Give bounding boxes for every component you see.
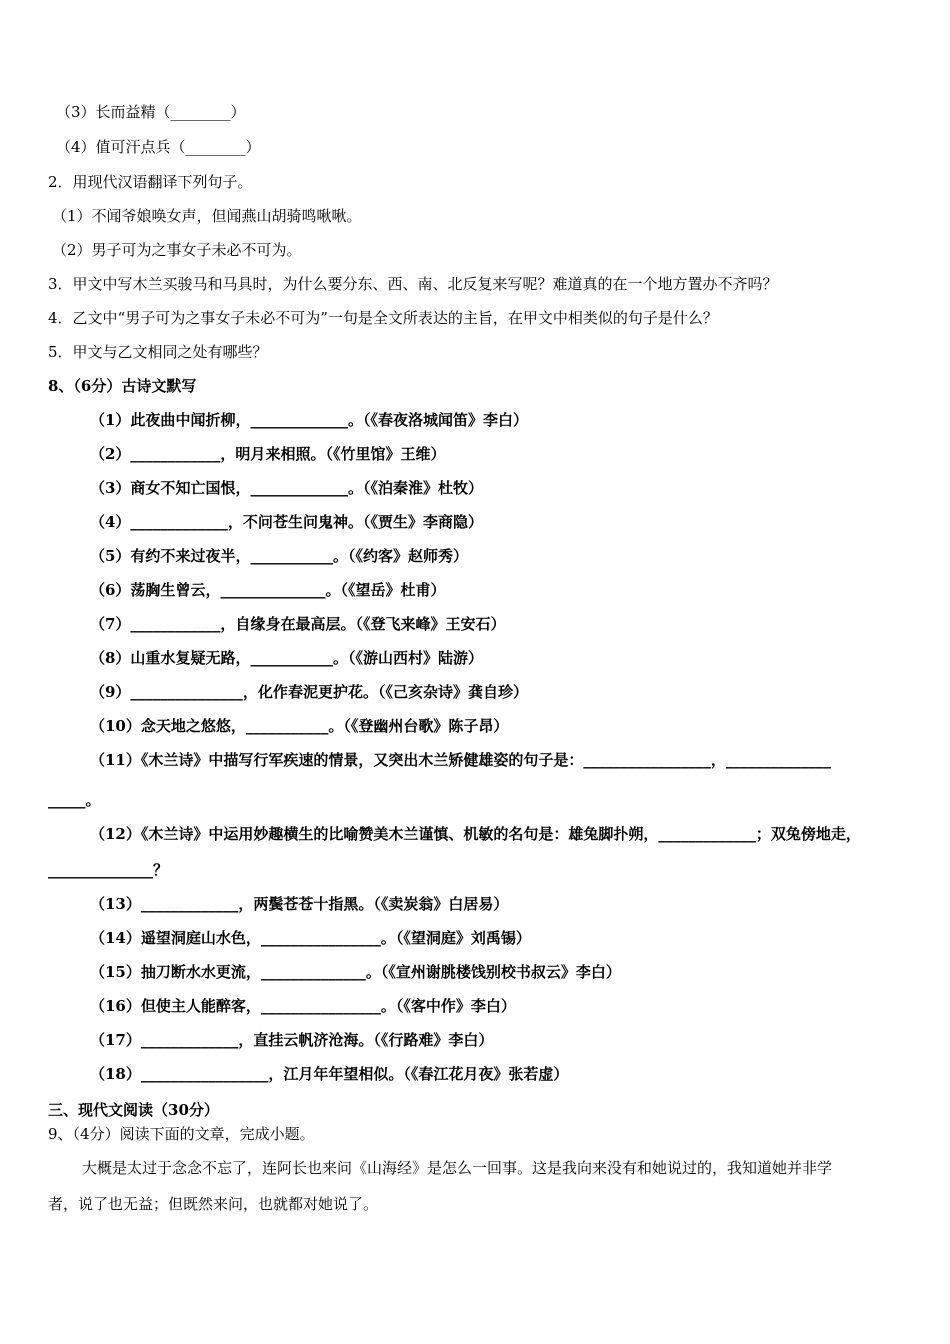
question-item: 4．乙文中“男子可为之事女子未必不可为”一句是全文所表达的主旨，在甲文中相类似的句子是什么？ — [48, 309, 718, 327]
question-item: 2．用现代汉语翻译下列句子。 — [48, 173, 253, 191]
poem-line: （15）抽刀断水水更流，______________。（《宣州谢朓楼饯别校书叔云》李白） — [90, 963, 621, 981]
q8-header: 8、（6分）古诗文默写 — [48, 377, 197, 395]
poem-line: （2）____________，明月来相照。（《竹里馆》王维） — [90, 445, 446, 463]
question-item: （3）长而益精（________） — [56, 103, 246, 121]
question-item: （2）男子可为之事女子未必不可为。 — [52, 241, 302, 259]
poem-line-12: （12）《木兰诗》中运用妙趣横生的比喻赞美木兰谨慎、机敏的名句是：雄兔脚扑朔，_____________；双兔傍地走， — [90, 825, 861, 843]
poem-line: （1）此夜曲中闻折柳，_____________。（《春夜洛城闻笛》李白） — [90, 411, 528, 429]
question-item: （1）不闻爷娘唤女声，但闻燕山胡骑鸣啾啾。 — [52, 207, 362, 225]
poem-line: （14）遥望洞庭山水色，________________。（《望洞庭》刘禹锡） — [90, 929, 531, 947]
poem-line: （7）____________，自缘身在最高层。（《登飞来峰》王安石） — [90, 615, 506, 633]
poem-line: （8）山重水复疑无路，___________。（《游山西村》陆游） — [90, 649, 483, 667]
poem-line-12-cont: ______________？ — [48, 861, 169, 879]
q9-header: 9、（4分）阅读下面的文章，完成小题。 — [48, 1125, 315, 1143]
poem-line: （13）_____________，两鬓苍苍十指黑。（《卖炭翁》白居易） — [90, 895, 509, 913]
poem-line: （9）_______________，化作春泥更护花。（《己亥杂诗》龚自珍） — [90, 683, 528, 701]
passage-line: 者，说了也无益；但既然来问，也就都对她说了。 — [48, 1195, 379, 1213]
poem-line: （5）有约不来过夜半，___________。（《约客》赵师秀） — [90, 547, 468, 565]
passage-line: 大概是太过于念念不忘了，连阿长也来问《山海经》是怎么一回事。这是我向来没有和她说过的，我知道她并非学 — [82, 1159, 833, 1177]
section-header: 三、现代文阅读（30分） — [48, 1101, 219, 1119]
question-item: 3．甲文中写木兰买骏马和马具时，为什么要分东、西、南、北反复来写呢？难道真的在一个地方置办不齐吗？ — [48, 275, 778, 293]
poem-line-11: （11）《木兰诗》中描写行军疾速的情景，又突出木兰矫健雄姿的句子是：_________________，______________ — [90, 751, 831, 769]
poem-line: （3）商女不知亡国恨，_____________。（《泊秦淮》杜牧） — [90, 479, 483, 497]
poem-line: （18）_________________，江月年年望相似。（《春江花月夜》张若虚） — [90, 1065, 569, 1083]
poem-line-11-cont: _____。 — [48, 791, 101, 809]
poem-line: （6）荡胸生曾云，______________。（《望岳》杜甫） — [90, 581, 446, 599]
question-item: 5．甲文与乙文相同之处有哪些？ — [48, 343, 268, 361]
poem-line: （17）_____________，直挂云帆济沧海。（《行路难》李白） — [90, 1031, 494, 1049]
poem-line: （4）_____________，不问苍生问鬼神。（《贾生》李商隐） — [90, 513, 483, 531]
poem-line: （16）但使主人能醉客，________________。（《客中作》李白） — [90, 997, 516, 1015]
question-item: （4）值可汗点兵（________） — [56, 138, 261, 156]
poem-line: （10）念天地之悠悠，___________。（《登幽州台歌》陈子昂） — [90, 717, 509, 735]
